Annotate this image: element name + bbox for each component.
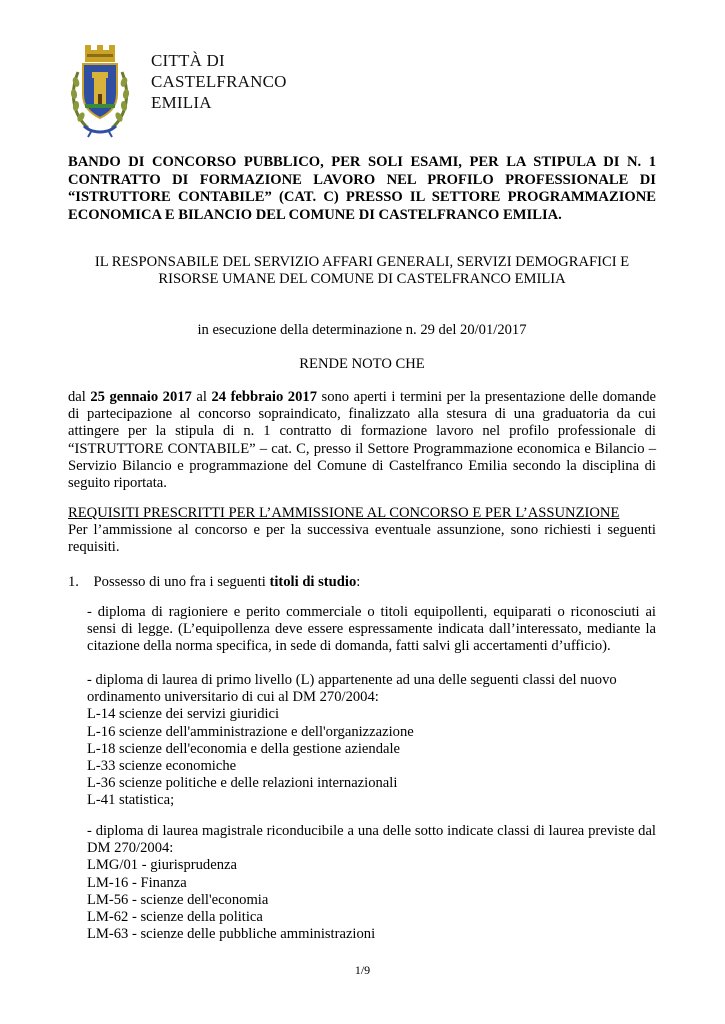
issuer-line: IL RESPONSABILE DEL SERVIZIO AFFARI GENERALI, SERVIZI DEMOGRAFICI E [94,254,630,270]
title-line: BANDO DI CONCORSO PUBBLICO, PER SOLI ESAMI, PER LA STIPULA DI N. 1 [68,154,656,170]
laurea-lm-paragraph [87,823,656,943]
intro-text: dal [68,389,91,405]
intro-line: attingere per la stipula di n. 1 contratto di formazione lavoro nel profilo professionale di [68,423,656,440]
issuer-line: RISORSE UMANE DEL COMUNE DI CASTELFRANCO EMILIA [158,271,566,288]
list-item: LM-62 - scienze della politica [87,909,263,926]
list-item-1 [68,574,656,591]
intro-line [68,389,656,406]
intro-line: seguito riportata. [68,475,167,492]
list-item: LM-63 - scienze delle pubbliche amministrazioni [87,926,376,943]
intro-text: sono aperti i termini per la presentazione delle domande [317,389,656,405]
laurea-line: - diploma di laurea magistrale riconducibile a una delle sotto indicate classi di laurea previste dal [87,823,656,839]
diploma-line: sensi di legge. (L’equipollenza deve essere espressamente indicata dall’interessato, mediante la [87,621,656,638]
requirements-section [68,505,656,557]
intro-paragraph [68,389,656,492]
page-number: 1/9 [354,963,371,977]
item-text: Possesso di uno fra i seguenti [93,574,270,590]
title-line: “ISTRUTTORE CONTABILE” (CAT. C) PRESSO IL SETTORE PROGRAMMAZIONE [68,189,656,206]
list-item: L-36 scienze politiche e delle relazioni internazionali [87,775,398,792]
diploma-line: citazione della norma specifica, in sede di domanda, fatti salvi gli accertamenti d’ufficio). [87,638,611,655]
issuer-block [68,254,656,288]
coat-of-arms-icon [70,42,130,138]
date-from: 25 gennaio 2017 [90,389,192,405]
list-item: LM-16 - Finanza [87,874,187,891]
item-text: : [356,574,361,590]
intro-text: al [191,389,212,405]
org-line: EMILIA [151,93,212,112]
list-item: L-33 scienze economiche [87,758,237,775]
list-item: LM-56 - scienze dell'economia [87,891,269,908]
laurea-line: ordinamento universitario di cui al DM 270/2004: [87,689,379,706]
intro-line: Servizio Bilancio e programmazione del Comune di Castelfranco Emilia secondo la disciplina di [68,457,656,474]
list-item: L-14 scienze dei servizi giuridici [87,706,280,723]
intro-line: “ISTRUTTORE CONTABILE” – cat. C, presso il Settore Programmazione economica e Bilancio – [68,440,656,457]
list-item: L-41 statistica; [87,792,175,809]
laurea-line: - diploma di laurea di primo livello (L) appartenente ad una delle seguenti classi del nuovo [87,672,617,688]
item-text-bold: titoli di studio [269,574,357,590]
requirements-line: Per l’ammissione al concorso e per la successiva eventuale assunzione, sono richiesti i seguenti [68,522,656,539]
determination-line: in esecuzione della determinazione n. 29 del 20/01/2017 [197,322,527,338]
requirements-line: requisiti. [68,539,120,556]
document-title [68,154,656,224]
list-item: L-16 scienze dell'amministrazione e dell'organizzazione [87,723,414,740]
title-line: ECONOMICA E BILANCIO DEL COMUNE DI CASTELFRANCO EMILIA. [68,206,562,223]
diploma-paragraph [87,604,656,656]
intro-line: di partecipazione al concorso sopraindicato, finalizzato alla stesura di una graduatoria da cui [68,406,656,423]
date-to: 24 febbraio 2017 [211,389,317,405]
laurea-line: DM 270/2004: [87,840,174,857]
org-line: CASTELFRANCO [151,72,287,91]
diploma-line: - diploma di ragioniere e perito commerciale o titoli equipollenti, equiparati o riconosciuti ai [87,604,656,620]
list-item: LMG/01 - giurisprudenza [87,857,237,874]
title-line: CONTRATTO DI FORMAZIONE LAVORO NEL PROFILO PROFESSIONALE DI [68,171,656,188]
laurea-l-paragraph [87,672,656,810]
requirements-heading: REQUISITI PRESCRITTI PER L’AMMISSIONE AL CONCORSO E PER L’ASSUNZIONE [68,505,620,521]
notice-heading: RENDE NOTO CHE [299,356,425,372]
list-number: 1. [68,574,79,590]
organization-name [151,50,287,113]
list-item: L-18 scienze dell'economia e della gestione aziendale [87,740,401,757]
org-line: CITTÀ DI [151,51,225,70]
